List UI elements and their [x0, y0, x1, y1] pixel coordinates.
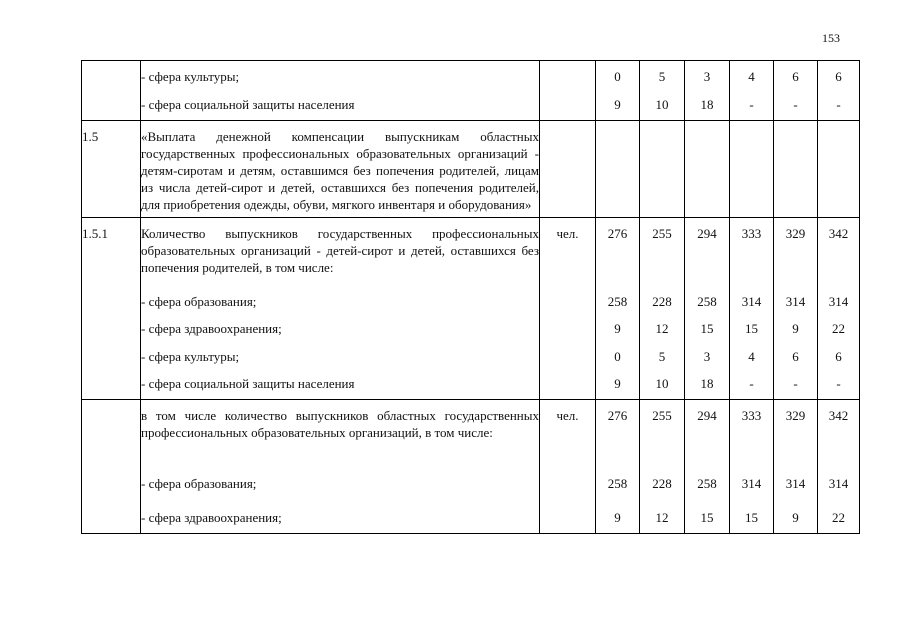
value-cell — [685, 400, 730, 534]
value: 9 — [792, 510, 799, 525]
value: 258 — [607, 294, 628, 309]
value-cell — [640, 121, 685, 218]
value: - — [749, 376, 754, 391]
page-number: 153 — [822, 31, 840, 45]
unit-cell: чел. — [540, 218, 596, 400]
value-cell — [596, 400, 640, 534]
value: - — [836, 97, 841, 112]
value: 314 — [785, 294, 806, 309]
sub-label: - сфера социальной защиты населения — [141, 97, 355, 112]
sub-label: - сфера образования; — [141, 294, 257, 309]
value-cell — [640, 61, 685, 121]
value-cell — [818, 400, 860, 534]
value: 0 — [614, 69, 621, 84]
value: 342 — [828, 408, 849, 423]
row-description — [141, 400, 540, 534]
value-cell — [774, 121, 818, 218]
value: 18 — [700, 376, 714, 391]
value: 15 — [700, 321, 714, 336]
value: 255 — [652, 408, 672, 423]
table-row — [82, 61, 860, 121]
value: 9 — [792, 321, 799, 336]
value-cell — [685, 218, 730, 400]
row-description: «Выплата денежной компенсации выпускникам областных государственных профессиональных образовательных организаций - детям-сиротам и детям, оставшимся без попечения родителей, лицам из числа детей-сирот и детей, оставшихся без попечения родителей, для приобретения одежды, обуви, мягкого инвентаря и оборудования» — [141, 121, 540, 218]
value: 294 — [697, 226, 717, 241]
value: 314 — [828, 476, 849, 491]
value: 9 — [614, 510, 621, 525]
value: 18 — [700, 97, 714, 112]
value: 4 — [748, 349, 755, 364]
value-cell — [818, 121, 860, 218]
value: 3 — [703, 349, 711, 364]
value-cell — [818, 61, 860, 121]
value-cell — [596, 218, 640, 400]
value-cell — [685, 121, 730, 218]
indicator-table — [81, 60, 860, 534]
value-cell — [685, 61, 730, 121]
value: 9 — [614, 97, 621, 112]
value-cell — [818, 218, 860, 400]
value: 276 — [607, 226, 628, 241]
value: - — [836, 376, 841, 391]
sub-label: - сфера культуры; — [141, 69, 240, 84]
value-cell — [730, 400, 774, 534]
value: 255 — [652, 226, 672, 241]
row-title: в том числе количество выпускников областных государственных профессиональных образовательных организаций, в том числе: — [141, 408, 539, 440]
value-cell — [596, 121, 640, 218]
value: 6 — [792, 349, 799, 364]
value: 15 — [745, 510, 758, 525]
value: 5 — [658, 349, 666, 364]
value: 294 — [697, 408, 717, 423]
unit-cell — [540, 61, 596, 121]
value: 3 — [703, 69, 711, 84]
value: 228 — [652, 294, 672, 309]
value: 4 — [748, 69, 755, 84]
value: 342 — [828, 226, 849, 241]
row-description — [141, 61, 540, 121]
value: 258 — [697, 476, 717, 491]
value: 0 — [614, 349, 621, 364]
sub-label: - сфера здравоохранения; — [141, 510, 282, 525]
table-row — [82, 218, 860, 400]
value-cell — [774, 218, 818, 400]
row-title: Количество выпускников государственных профессиональных образовательных организаций - детей-сирот и детей, оставшихся без попечения родителей, в том числе: — [141, 226, 539, 275]
row-description — [141, 218, 540, 400]
unit-cell: чел. — [540, 400, 596, 534]
value: 314 — [741, 294, 762, 309]
value: - — [749, 97, 754, 112]
row-number: 1.5 — [82, 121, 141, 218]
value: 276 — [607, 408, 628, 423]
value: 9 — [614, 376, 621, 391]
value: 314 — [741, 476, 762, 491]
value: 22 — [832, 321, 845, 336]
value: 314 — [785, 476, 806, 491]
value-cell — [640, 218, 685, 400]
value-cell — [596, 61, 640, 121]
value: 333 — [741, 226, 762, 241]
row-number — [82, 400, 141, 534]
value: 9 — [614, 321, 621, 336]
value: 10 — [655, 97, 669, 112]
value: 15 — [745, 321, 758, 336]
value-cell — [640, 400, 685, 534]
sub-label: - сфера образования; — [141, 476, 257, 491]
value-cell — [730, 61, 774, 121]
value: 12 — [655, 510, 669, 525]
value: 6 — [792, 69, 799, 84]
value: 258 — [697, 294, 717, 309]
table-row — [82, 400, 860, 534]
sub-label: - сфера здравоохранения; — [141, 321, 282, 336]
sub-label: - сфера социальной защиты населения — [141, 376, 355, 391]
value: - — [793, 97, 798, 112]
value: 228 — [652, 476, 672, 491]
sub-label: - сфера культуры; — [141, 349, 240, 364]
value: 258 — [607, 476, 628, 491]
row-number: 1.5.1 — [82, 218, 141, 400]
value-cell — [730, 218, 774, 400]
value: 22 — [832, 510, 845, 525]
value-cell — [774, 61, 818, 121]
value: 329 — [785, 226, 806, 241]
value: 10 — [655, 376, 669, 391]
unit-cell — [540, 121, 596, 218]
table-row — [82, 121, 860, 218]
value: 15 — [700, 510, 714, 525]
value: 314 — [828, 294, 849, 309]
value-cell — [774, 400, 818, 534]
value: 5 — [658, 69, 666, 84]
value: 333 — [741, 408, 762, 423]
value: 329 — [785, 408, 806, 423]
value: 12 — [655, 321, 669, 336]
value: 6 — [835, 349, 842, 364]
value: 6 — [835, 69, 842, 84]
value: - — [793, 376, 798, 391]
value-cell — [730, 121, 774, 218]
row-number — [82, 61, 141, 121]
